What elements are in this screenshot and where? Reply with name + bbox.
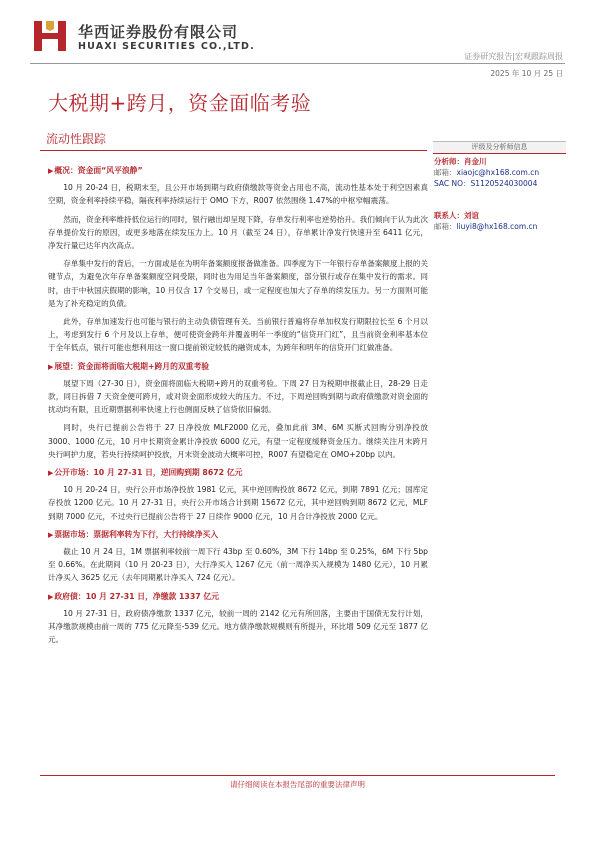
company-logo: [32, 19, 68, 53]
sac-label: SAC NO：: [434, 179, 471, 188]
paragraph: 存单集中发行的背后，一方面或是在为明年备案额度报备做准备。四季度为下一年银行存单备案额度上报的关键节点，为避免次年存单备案额度空间受限，同时也为用足当年备案额度，部分银行或存在集中发行的需求。同时，由于中秋国庆假期的影响，10 月仅含 17 个交易日，或一定程度也加大了存单的续发压力。另一方面则可能是为了补充稳定的负债。: [48, 259, 428, 308]
report-title: 大税期+跨月，资金面临考验: [48, 91, 312, 115]
analyst-email-row: [434, 167, 539, 178]
section-heading: ▶概况：资金面“风平浪静”: [48, 164, 428, 178]
paragraph: 10 月 27-31 日，政府债净缴款 1337 亿元，较前一周的 2142 亿元有所回落，主要由于国债无发行计划，其净缴款规模由前一周的 775 亿元降至-539 亿元。地方债净缴款规模则有所提升，环比增 509 亿元至 1877 亿元。: [48, 608, 428, 645]
triangle-bullet-icon: ▶: [48, 592, 54, 601]
contact-email-link[interactable]: liuyi8@hx168.com.cn: [456, 222, 538, 231]
triangle-bullet-icon: ▶: [48, 530, 54, 539]
contact-row: [434, 210, 479, 221]
analyst-name: 肖金川: [464, 157, 487, 166]
analyst-info-heading: 评级及分析师信息: [433, 141, 566, 153]
paragraph: 10 月 20-24 日，央行公开市场净投放 1981 亿元，其中逆回购投放 8672 亿元，到期 7891 亿元；国库定存投放 1200 亿元。10 月 27-31 日，央行公开市场合计到期 15672 亿元，其中逆回购到期 8672 亿元，MLF 到期 7000 亿元，不过央行已提前公告将于 27 日续作 9000 亿元，10 月合计净投放 2000 亿元。: [48, 485, 428, 521]
section-heading: ▶展望：资金面将面临大税期+跨月的双重考验: [48, 360, 428, 374]
report-date: 2025 年 10 月 25 日: [490, 69, 563, 78]
sac-number: S1120524030004: [470, 179, 538, 188]
sidebar-divider: [433, 153, 566, 154]
section-heading: ▶政府债：10 月 27-31 日，净缴款 1337 亿元: [48, 590, 428, 604]
company-name-cn: 华西证券股份有限公司: [78, 23, 239, 41]
paragraph: 此外，存单加速发行也可能与银行的主动负债管理有关。当前银行普遍将存单加权发行期限拉长至 6 个月以上，考虑到发行 6 个月及以上存单，便可使资金跨年并覆盖明年一季度的“信贷开门红”，且当前资金利率基本位于全年低点，银行可能也想利用这一窗口提前锁定较低的融资成本，为跨年和明年的信贷开门红做准备。: [48, 317, 428, 353]
contact-name: 刘谊: [464, 211, 479, 220]
contact-label: 联系人：: [434, 211, 464, 220]
triangle-bullet-icon: ▶: [48, 362, 54, 371]
section-heading: ▶票据市场：票据利率转为下行，大行持续净买入: [48, 528, 428, 542]
footer-divider: [40, 775, 555, 776]
report-type: 证券研究报告|宏观跟踪周报: [464, 52, 563, 61]
company-name-en: HUAXI SECURITIES CO.,LTD.: [78, 41, 255, 52]
paragraph: 10 月 20-24 日，税期末至，且公开市场到期与政府债缴款等资金占用也不高，流动性基本处于利空因素真空期，资金利率持续平稳，隔夜利率持续运行于 OMO 下方，R007 依然围绕 1.47%的中枢窄幅震荡。: [48, 183, 428, 206]
sac-row: [434, 178, 537, 189]
report-subtitle: 流动性跟踪: [46, 132, 107, 146]
legal-notice: 请仔细阅读在本报告尾部的重要法律声明: [230, 780, 365, 789]
analyst-row: [434, 156, 487, 167]
analyst-email-label: 邮箱：: [434, 168, 457, 177]
header-divider: [30, 63, 565, 64]
contact-email-row: [434, 221, 537, 232]
section-heading: ▶公开市场：10 月 27-31 日，逆回购到期 8672 亿元: [48, 466, 428, 480]
paragraph: 然而，资金利率维持低位运行的同时，银行融出却呈现下降，存单发行利率也逆势抬升。我们倾向于认为此次存单提价发行的原因，或更多地落在续发压力上。10 月（截至 24 日），存单累计净发行快速升至 6411 亿元，净发行量已达年内次高点。: [48, 214, 428, 251]
analyst-email-link[interactable]: xiaojc@hx168.com.cn: [456, 168, 540, 177]
subtitle-underline: [40, 150, 427, 151]
analyst-label: 分析师：: [434, 157, 464, 166]
contact-email-label: 邮箱：: [434, 222, 457, 231]
paragraph: 截止 10 月 24 日，1M 票据利率较前一周下行 43bp 至 0.60%，3M 下行 14bp 至 0.25%，6M 下行 5bp 至 0.66%。在此期间（10 月 20-23 日），大行净买入 1267 亿元（前一周净买入规模为 1480 亿元），10 月累计净买入 3625 亿元（去年同期累计净买入 724 亿元）。: [48, 547, 428, 583]
triangle-bullet-icon: ▶: [48, 469, 54, 478]
report-body: [48, 161, 428, 652]
paragraph: 展望下周（27-30 日），资金面将面临大税期+跨月的双重考验。下周 27 日为税期申报截止日，28-29 日走款，同日拆借 7 天资金便可跨月，或对资金面形成较大的压力。不过，下周逆回购到期与政府债缴款对资金面的扰动均有限，且近期票据利率快速上行也侧面反映了信贷依旧偏弱。: [48, 378, 428, 415]
paragraph: 同时，央行已提前公告将于 27 日净投放 MLF2000 亿元，叠加此前 3M、6M 买断式回购分别净投放 3000、1000 亿元，10 月中长期资金累计净投放 6000 亿元，有望一定程度缓释资金压力。继续关注月末跨月央行呵护力度，若央行持续呵护投放，月末资金波动大概率可控，R007 有望稳定在 OMO+20bp 以内。: [48, 423, 428, 459]
triangle-bullet-icon: ▶: [48, 167, 54, 175]
